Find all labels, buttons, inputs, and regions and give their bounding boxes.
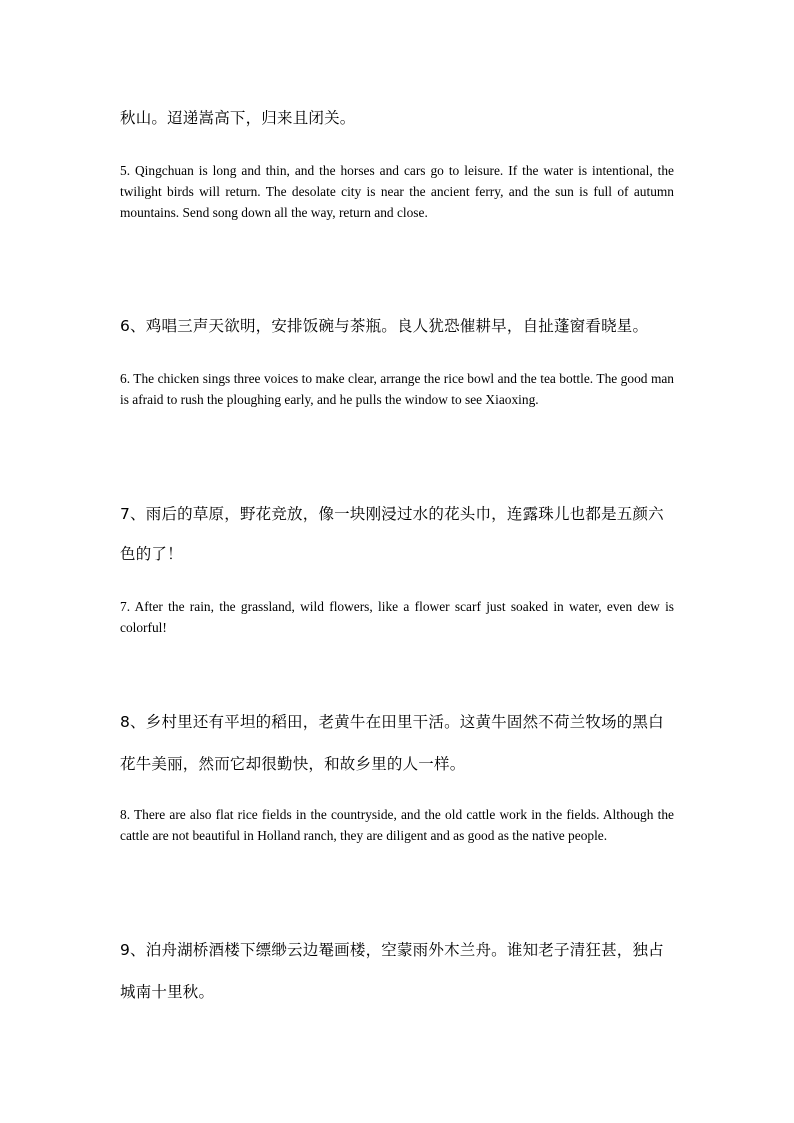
- passage-7-chinese-line-2: 色的了！: [120, 545, 183, 563]
- passage-8-chinese-line-1: 8、乡村里还有平坦的稻田，老黄牛在田里干活。这黄牛固然不荷兰牧场的黑白: [120, 713, 664, 731]
- poem-6-chinese: 6、鸡唱三声天欲明，安排饭碗与茶瓶。良人犹恐催耕早，自扯蓬窗看晓星。: [120, 317, 649, 335]
- poem-9-chinese-line-2: 城南十里秋。: [120, 983, 215, 1001]
- passage-7-chinese-line-1: 7、雨后的草原，野花竞放，像一块刚浸过水的花头巾，连露珠儿也都是五颜六: [120, 505, 664, 523]
- poem-6-english-translation: 6. The chicken sings three voices to make clear, arrange the rice bowl and the tea bottle. The good man is afraid to rush the ploughing early, and he pulls the window to see Xiaoxing.: [120, 371, 674, 407]
- passage-8-chinese-line-2: 花牛美丽，然而它却很勤快，和故乡里的人一样。: [120, 755, 466, 773]
- poem-4-chinese-end: 秋山。迢递嵩高下，归来且闭关。: [120, 109, 356, 127]
- passage-7-english-translation: 7. After the rain, the grassland, wild flowers, like a flower scarf just soaked in water, even dew is colorful!: [120, 599, 674, 635]
- poem-9-chinese-line-1: 9、泊舟湖桥酒楼下缥缈云边罨画楼，空蒙雨外木兰舟。谁知老子清狂甚，独占: [120, 941, 664, 959]
- passage-8-english-translation: 8. There are also flat rice fields in the countryside, and the old cattle work in the fields. Although the cattle are not beautiful in Holland ranch, they are diligent and as good as the native people.: [120, 807, 674, 843]
- poem-5-english-translation: 5. Qingchuan is long and thin, and the horses and cars go to leisure. If the water is intentional, the twilight birds will return. The desolate city is near the ancient ferry, and the sun is full of autumn mountains. Send song down all the way, return and close.: [120, 163, 674, 220]
